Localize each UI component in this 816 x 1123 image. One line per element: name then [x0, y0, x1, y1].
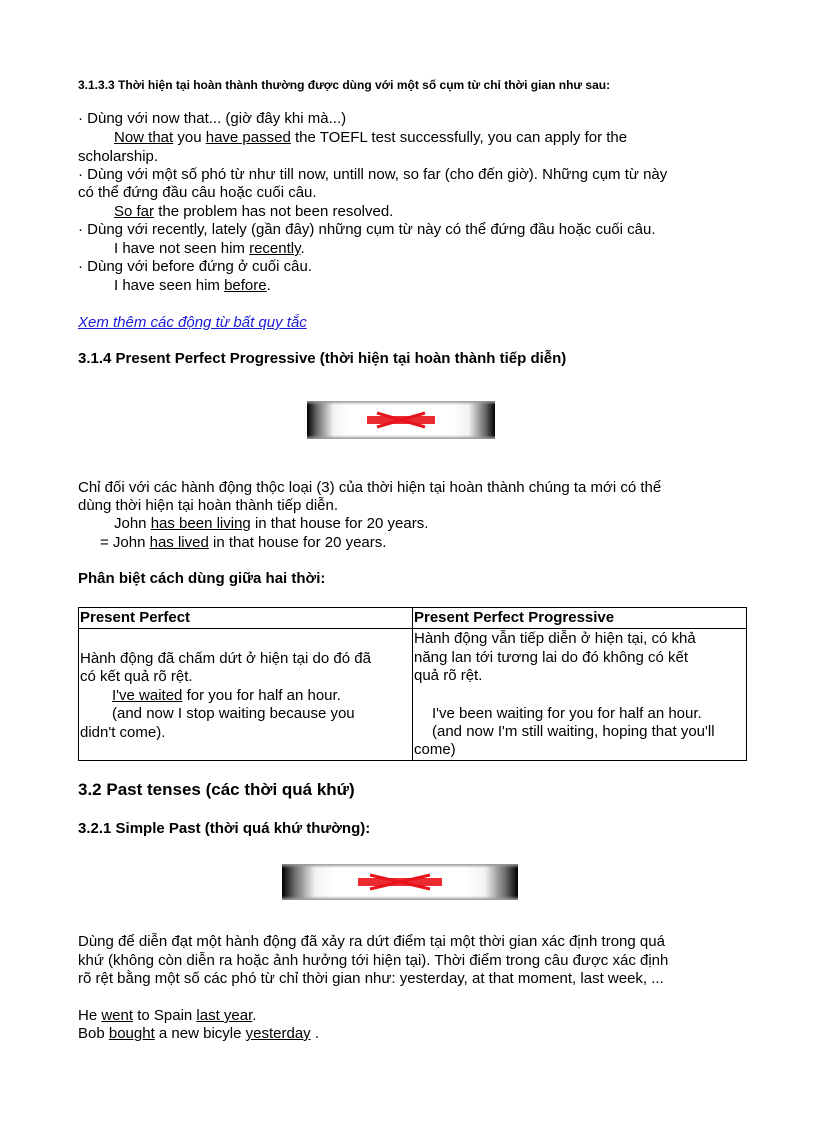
- example-went: [78, 1007, 256, 1025]
- example-text: He: [78, 1007, 102, 1024]
- example-text: in that house for 20 years.: [208, 534, 387, 551]
- example-now-that-cont: scholarship.: [78, 148, 159, 165]
- example-text: the TOEFL test successfully, you can apply for the: [290, 129, 628, 146]
- ppp-cell-line5: (and now I'm still waiting, hoping that you'll: [432, 723, 715, 740]
- example-text: .: [310, 1025, 320, 1042]
- example-text: you: [173, 129, 206, 146]
- broken-image-placeholder: [282, 864, 518, 900]
- example-text: .: [300, 240, 305, 257]
- example-bought: [78, 1025, 319, 1043]
- example-recently: [114, 240, 305, 258]
- example-has-been-living: [114, 515, 428, 533]
- heading-compare: Phân biệt cách dùng giữa hai thời:: [78, 570, 326, 587]
- table-row: [79, 629, 747, 761]
- example-text: .: [252, 1007, 257, 1024]
- example-before: [114, 277, 271, 295]
- ppp-cell-line1: Hành động vẫn tiếp diễn ở hiện tại, có khả: [414, 630, 696, 647]
- rule-recently: · Dùng với recently, lately (gần đây) những cụm từ này có thể đứng đầu hoặc cuối câu.: [78, 221, 656, 238]
- past-desc-line2: khứ (không còn diễn ra hoặc ảnh hưởng tới hiện tại). Thời điểm trong câu được xác định: [78, 952, 669, 969]
- underlined-phrase: Now that: [114, 129, 174, 146]
- table-header-row: [79, 608, 747, 629]
- heading-3-2: 3.2 Past tenses (các thời quá khứ): [78, 780, 355, 799]
- example-so-far: [114, 203, 393, 221]
- example-text: .: [266, 277, 271, 294]
- ppp-desc-line1: Chỉ đối với các hành động thộc loại (3) của thời hiện tại hoàn thành chúng ta mới có thể: [78, 479, 662, 496]
- example-text: John: [114, 515, 151, 532]
- heading-3-1-4: 3.1.4 Present Perfect Progressive (thời hiện tại hoàn thành tiếp diễn): [78, 350, 567, 367]
- pp-line1: Hành động đã chấm dứt ở hiện tại do đó đã: [80, 650, 371, 667]
- cell-present-perfect-progressive: [413, 629, 747, 761]
- example-text: Bob: [78, 1025, 109, 1042]
- pp-line5: didn't come).: [80, 724, 166, 741]
- red-x-icon: [307, 401, 495, 439]
- example-text: I have seen him: [114, 277, 225, 294]
- heading-3-1-3-3: 3.1.3.3 Thời hiện tại hoàn thành thường được dùng với một số cụm từ chỉ thời gian như sau:: [78, 78, 611, 92]
- underlined-phrase: last year: [196, 1007, 253, 1024]
- example-text: the problem has not been resolved.: [154, 203, 394, 220]
- cell-present-perfect: [79, 629, 413, 761]
- ppp-cell-line6: come): [414, 741, 456, 758]
- broken-image-placeholder: [307, 401, 495, 439]
- underlined-phrase: went: [101, 1007, 134, 1024]
- red-x-icon: [282, 864, 518, 900]
- pp-line2: có kết quả rõ rệt.: [80, 668, 193, 685]
- rule-so-far-line2: có thể đứng đầu câu hoặc cuối câu.: [78, 184, 317, 201]
- underlined-phrase: So far: [114, 203, 155, 220]
- example-text: I have not seen him: [114, 240, 250, 257]
- rule-before: · Dùng với before đứng ở cuối câu.: [78, 258, 313, 275]
- past-desc-line3: rõ rệt bằng một số các phó từ chỉ thời gian như: yesterday, at that moment, last week, ...: [78, 970, 664, 987]
- example-text: in that house for 20 years.: [250, 515, 429, 532]
- underlined-phrase: has been living: [150, 515, 251, 532]
- irregular-verbs-link[interactable]: Xem thêm các động từ bất quy tắc: [78, 314, 307, 331]
- underlined-phrase: bought: [108, 1025, 155, 1042]
- ppp-cell-line4: I've been waiting for you for half an hour.: [432, 705, 702, 722]
- rule-so-far-line1: · Dùng với một số phó từ như till now, untill now, so far (cho đến giờ). Những cụm từ này: [78, 166, 668, 183]
- underlined-phrase: have passed: [205, 129, 291, 146]
- past-desc-line1: Dùng để diễn đạt một hành động đã xảy ra dứt điểm tại một thời gian xác định trong quá: [78, 933, 665, 950]
- heading-3-2-1: 3.2.1 Simple Past (thời quá khứ thường):: [78, 820, 371, 837]
- example-now-that: [114, 129, 627, 147]
- underlined-phrase: yesterday: [245, 1025, 311, 1042]
- header-present-perfect-progressive: Present Perfect Progressive: [413, 608, 747, 629]
- ppp-desc-line2: dùng thời hiện tại hoàn thành tiếp diễn.: [78, 497, 339, 514]
- example-has-lived: [100, 534, 386, 552]
- header-present-perfect: Present Perfect: [79, 608, 413, 629]
- example-text: = John: [100, 534, 150, 551]
- example-text: a new bicyle: [154, 1025, 246, 1042]
- example-text: to Spain: [133, 1007, 197, 1024]
- pp-line4: (and now I stop waiting because you: [112, 705, 355, 722]
- underlined-phrase: I've waited: [112, 687, 183, 704]
- ppp-cell-line3: quả rõ rệt.: [414, 667, 483, 684]
- underlined-phrase: recently: [249, 240, 301, 257]
- comparison-table: [78, 607, 747, 761]
- rule-now-that: · Dùng với now that... (giờ đây khi mà...): [78, 110, 347, 127]
- pp-example: [112, 687, 341, 706]
- underlined-phrase: before: [224, 277, 267, 294]
- underlined-phrase: has lived: [149, 534, 209, 551]
- example-text: for you for half an hour.: [182, 687, 341, 704]
- ppp-cell-line2: năng lan tới tương lai do đó không có kết: [414, 649, 689, 666]
